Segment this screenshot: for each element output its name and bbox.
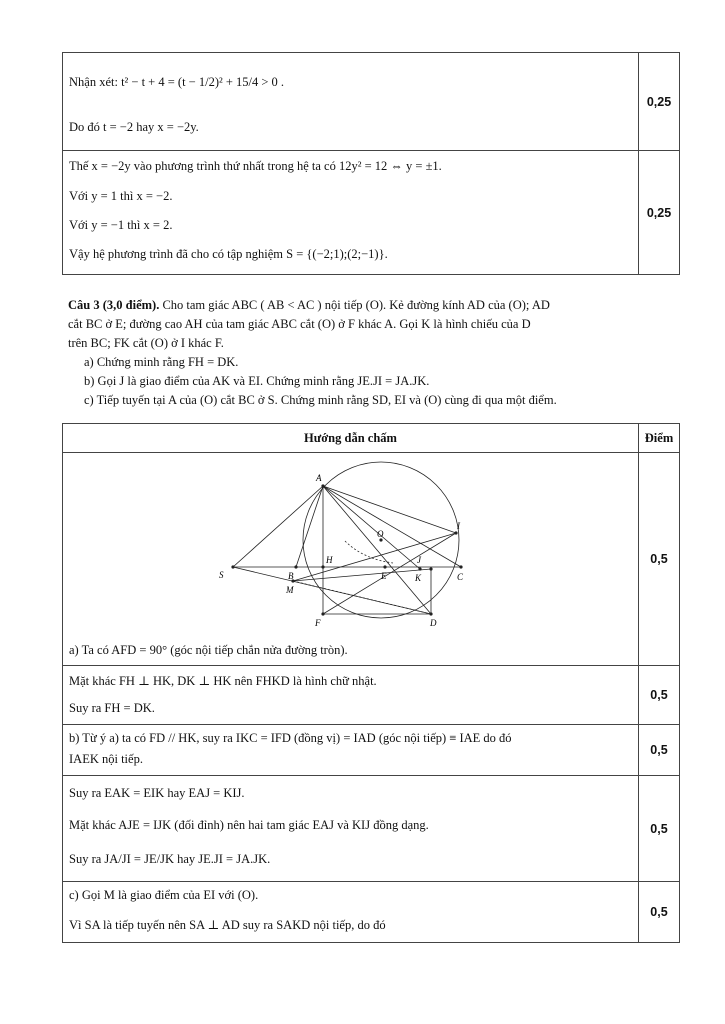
- question-line: cắt BC ở E; đường cao AH của tam giác ABC cắt (O) ở F khác A. Gọi K là hình chiếu của D: [68, 317, 531, 331]
- label-M: M: [286, 585, 294, 595]
- table-header-row: [63, 424, 679, 452]
- table-row: [63, 775, 679, 881]
- label-D: D: [430, 618, 437, 628]
- guide-cell: [63, 453, 639, 665]
- guide-cell: [63, 151, 639, 275]
- text-line: Với y = −1 thì x = 2.: [69, 218, 173, 232]
- label-J: J: [417, 555, 421, 565]
- score-cell: 0,25: [646, 206, 672, 220]
- geometry-figure: [63, 459, 623, 639]
- header-guide-label: Hướng dẫn chấm: [304, 430, 397, 445]
- question-title: Câu 3 (3,0 điểm).: [68, 298, 160, 312]
- header-guide: [63, 424, 639, 452]
- text-line: Suy ra FH = DK.: [69, 701, 155, 715]
- text-line: Với y = 1 thì x = −2.: [69, 189, 173, 203]
- label-B: B: [288, 571, 294, 581]
- score-cell: 0,25: [646, 94, 672, 109]
- question-part-a: a) Chứng minh rằng FH = DK.: [84, 355, 239, 369]
- table-row: [63, 881, 679, 942]
- score-cell: 0,5: [650, 743, 668, 757]
- guide-cell: [63, 53, 639, 150]
- guide-cell: [63, 666, 639, 724]
- label-C: C: [457, 572, 464, 582]
- label-E: E: [381, 571, 387, 581]
- label-K: K: [415, 573, 422, 583]
- score-cell: 0,5: [650, 821, 668, 836]
- label-S: S: [219, 570, 224, 580]
- text-line: IAEK nội tiếp.: [69, 752, 143, 766]
- score-cell: 0,5: [650, 688, 668, 702]
- label-H: H: [326, 555, 333, 565]
- question-part-b: b) Gọi J là giao điểm của AK và EI. Chứng minh rằng JE.JI = JA.JK.: [84, 374, 430, 388]
- text-line: Mặt khác FH ⊥ HK, DK ⊥ HK nên FHKD là hình chữ nhật.: [69, 674, 377, 688]
- header-score-label: Điểm: [644, 430, 674, 445]
- label-A: A: [316, 473, 322, 483]
- table-row: [63, 452, 679, 665]
- text-line: Thế x = −2y vào phương trình thứ nhất trong hệ ta có 12y² = 12 ⇔ y = ±1.: [69, 159, 442, 173]
- text-line: Vì SA là tiếp tuyến nên SA ⊥ AD suy ra SAKD nội tiếp, do đó: [69, 918, 386, 932]
- grading-table: [62, 423, 680, 943]
- question-statement: [68, 296, 668, 410]
- guide-cell: [63, 725, 639, 775]
- question-line: trên BC; FK cắt (O) ở I khác F.: [68, 336, 224, 350]
- table-row: [63, 724, 679, 775]
- table-row: [63, 665, 679, 724]
- answer-table-part1: [62, 52, 680, 275]
- text-line: Do đó t = −2 hay x = −2y.: [69, 120, 199, 134]
- question-line: Cho tam giác ABC ( AB < AC ) nội tiếp (O). Kẻ đường kính AD của (O); AD: [162, 298, 550, 312]
- text-line: Vậy hệ phương trình đã cho có tập nghiệm S = {(−2;1);(2;−1)}.: [69, 247, 388, 261]
- score-cell: 0,5: [650, 552, 668, 566]
- header-score: [639, 424, 679, 452]
- text-line: Nhận xét: t² − t + 4 = (t − 1/2)² + 15/4 > 0 .: [69, 75, 285, 89]
- text-line: c) Gọi M là giao điểm của EI với (O).: [69, 888, 259, 902]
- question-part-c: c) Tiếp tuyến tại A của (O) cắt BC ở S. Chứng minh rằng SD, EI và (O) cùng đi qua một điểm.: [84, 393, 557, 407]
- text-line: Suy ra JA/JI = JE/JK hay JE.JI = JA.JK.: [69, 852, 271, 866]
- guide-cell: [63, 776, 639, 881]
- score-cell: 0,5: [650, 905, 668, 919]
- text-line: Mặt khác AJE = IJK (đối đỉnh) nên hai tam giác EAJ và KIJ đồng dạng.: [69, 818, 429, 832]
- label-I: I: [457, 521, 460, 531]
- text-line: a) Ta có AFD = 90° (góc nội tiếp chắn nửa đường tròn).: [69, 643, 348, 657]
- guide-cell: [63, 882, 639, 942]
- text-line: b) Từ ý a) ta có FD // HK, suy ra IKC = IFD (đồng vị) = IAD (góc nội tiếp) ≡ IAE do đó: [69, 731, 512, 745]
- table-row: [63, 150, 679, 275]
- label-F: F: [315, 618, 321, 628]
- label-O: O: [377, 529, 384, 539]
- text-line: Suy ra EAK = EIK hay EAJ = KIJ.: [69, 786, 245, 800]
- table-row: [63, 53, 679, 150]
